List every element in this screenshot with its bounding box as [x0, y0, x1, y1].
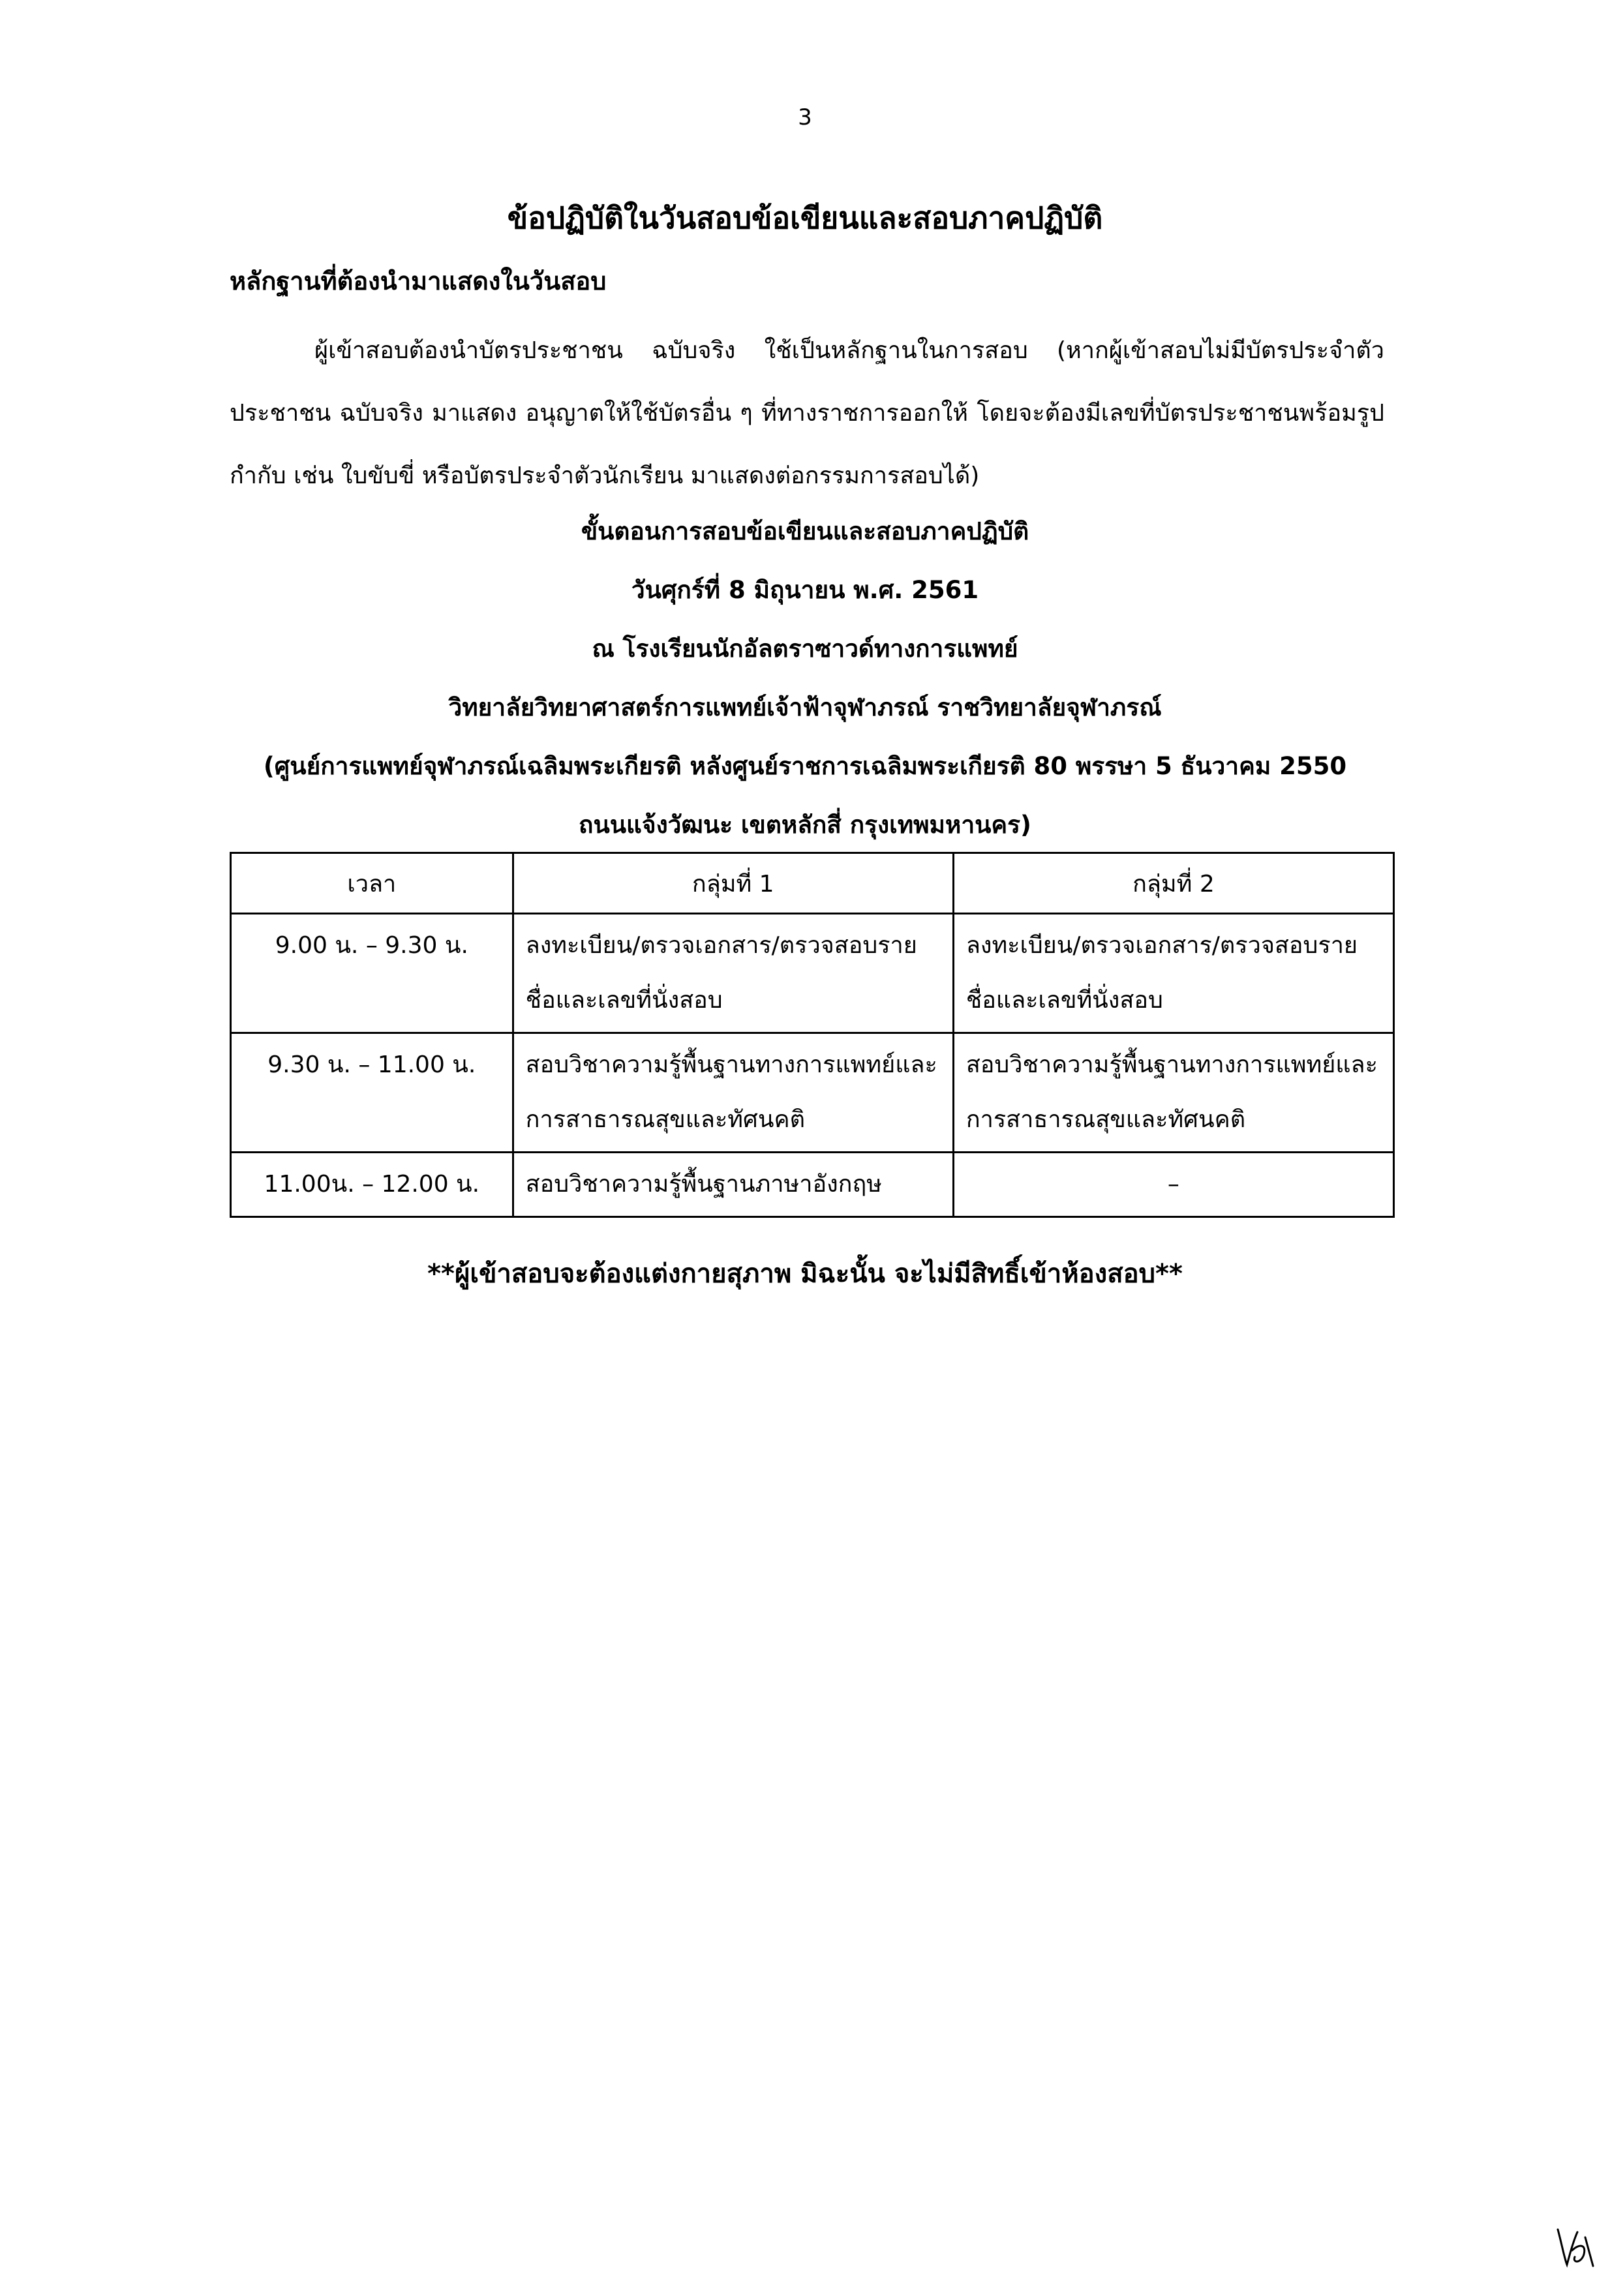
- evidence-paragraph: [230, 320, 1384, 507]
- header-group2: กลุ่มที่ 2: [953, 853, 1393, 914]
- row-group2: –: [953, 1153, 1393, 1217]
- header-group1: กลุ่มที่ 1: [513, 853, 953, 914]
- row-time: 9.30 น. – 11.00 น.: [231, 1033, 513, 1153]
- page-number: 3: [798, 104, 812, 130]
- schedule-table: [230, 852, 1395, 1218]
- procedure-college: วิทยาลัยวิทยาศาสตร์การแพทย์เจ้าฟ้าจุฬาภรณ์ ราชวิทยาลัยจุฬาภรณ์: [448, 693, 1162, 721]
- procedure-venue: ณ โรงเรียนนักอัลตราซาวด์ทางการแพทย์: [592, 635, 1018, 663]
- page-title: ข้อปฏิบัติในวันสอบข้อเขียนและสอบภาคปฏิบัติ: [507, 200, 1103, 235]
- evidence-heading: หลักฐานที่ต้องนำมาแสดงในวันสอบ: [230, 267, 607, 295]
- procedure-block: [196, 502, 1414, 854]
- row-time: 11.00น. – 12.00 น.: [231, 1153, 513, 1217]
- procedure-address-line1: (ศูนย์การแพทย์จุฬาภรณ์เฉลิมพระเกียรติ หลังศูนย์ราชการเฉลิมพระเกียรติ 80 พรรษา 5 ธันวาคม 2550: [263, 752, 1347, 780]
- row-group1: ลงทะเบียน/ตรวจเอกสาร/ตรวจสอบรายชื่อและเลขที่นั่งสอบ: [513, 914, 953, 1033]
- dress-code-note: **ผู้เข้าสอบจะต้องแต่งกายสุภาพ มิฉะนั้น จะไม่มีสิทธิ์เข้าห้องสอบ**: [427, 1259, 1183, 1289]
- row-group2: สอบวิชาความรู้พื้นฐานทางการแพทย์และการสาธารณสุขและทัศนคติ: [953, 1033, 1393, 1153]
- row-group2: ลงทะเบียน/ตรวจเอกสาร/ตรวจสอบรายชื่อและเลขที่นั่งสอบ: [953, 914, 1393, 1033]
- table-row: [231, 914, 1394, 1033]
- table-row: [231, 1033, 1394, 1153]
- row-group1: สอบวิชาความรู้พื้นฐานทางการแพทย์และการสาธารณสุขและทัศนคติ: [513, 1033, 953, 1153]
- procedure-date: วันศุกร์ที่ 8 มิถุนายน พ.ศ. 2561: [631, 576, 979, 604]
- header-time: เวลา: [231, 853, 513, 914]
- row-time: 9.00 น. – 9.30 น.: [231, 914, 513, 1033]
- row-group1: สอบวิชาความรู้พื้นฐานภาษาอังกฤษ: [513, 1153, 953, 1217]
- evidence-paragraph-text: ผู้เข้าสอบต้องนำบัตรประชาชน ฉบับจริง ใช้เป็นหลักฐานในการสอบ (หากผู้เข้าสอบไม่มีบัตรประจำตัวประชาชน ฉบับจริง มาแสดง อนุญาตให้ใช้บัตรอื่น ๆ ที่ทางราชการออกให้ โดยจะต้องมีเลขที่บัตรประชาชนพร้อมรูปกำกับ เช่น ใบขับขี่ หรือบัตรประจำตัวนักเรียน มาแสดงต่อกรรมการสอบได้): [230, 337, 1384, 489]
- signature-mark: [1553, 2218, 1598, 2270]
- table-row: [231, 1153, 1394, 1217]
- schedule-header-row: [231, 853, 1394, 914]
- procedure-address-line2: ถนนแจ้งวัฒนะ เขตหลักสี่ กรุงเทพมหานคร): [579, 811, 1031, 839]
- procedure-heading: ขั้นตอนการสอบข้อเขียนและสอบภาคปฏิบัติ: [581, 517, 1029, 545]
